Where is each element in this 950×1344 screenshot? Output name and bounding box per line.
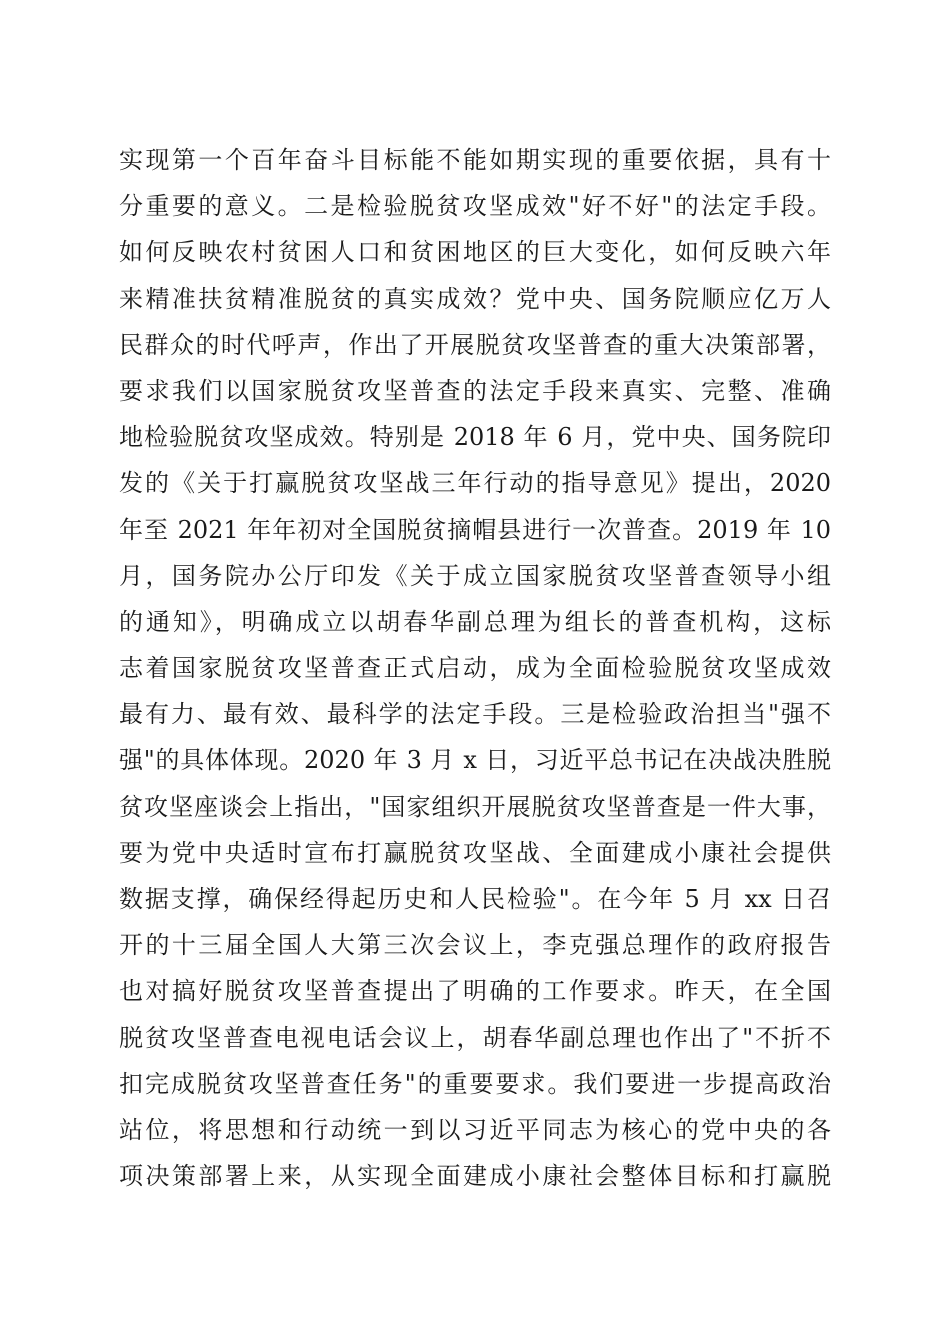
text-line: 地检验脱贫攻坚成效。特别是 2018 年 6 月，党中央、国务院印 — [119, 423, 831, 452]
text-line: 贫攻坚座谈会上指出，"国家组织开展脱贫攻坚普查是一件大事， — [119, 792, 831, 821]
text-line: 要求我们以国家脱贫攻坚普查的法定手段来真实、完整、准确 — [119, 376, 831, 405]
text-line: 年至 2021 年年初对全国脱贫摘帽县进行一次普查。2019 年 10 — [119, 515, 831, 544]
text-line: 志着国家脱贫攻坚普查正式启动，成为全面检验脱贫攻坚成效 — [119, 654, 831, 683]
text-line: 月，国务院办公厅印发《关于成立国家脱贫攻坚普查领导小组 — [119, 561, 831, 590]
text-line: 分重要的意义。二是检验脱贫攻坚成效"好不好"的法定手段。 — [119, 192, 831, 221]
text-line: 来精准扶贫精准脱贫的真实成效？党中央、国务院顺应亿万人 — [119, 284, 831, 313]
text-line: 要为党中央适时宣布打赢脱贫攻坚战、全面建成小康社会提供 — [119, 838, 831, 867]
text-line: 脱贫攻坚普查电视电话会议上，胡春华副总理也作出了"不折不 — [119, 1023, 831, 1052]
text-line: 最有力、最有效、最科学的法定手段。三是检验政治担当"强不 — [119, 700, 831, 729]
body-paragraph — [119, 137, 831, 1199]
text-line: 开的十三届全国人大第三次会议上，李克强总理作的政府报告 — [119, 931, 831, 960]
text-line: 实现第一个百年奋斗目标能不能如期实现的重要依据，具有十 — [119, 146, 831, 174]
text-line: 扣完成脱贫攻坚普查任务"的重要要求。我们要进一步提高政治 — [119, 1069, 831, 1098]
text-line: 强"的具体体现。2020 年 3 月 x 日，习近平总书记在决战决胜脱 — [119, 746, 831, 775]
text-line: 项决策部署上来，从实现全面建成小康社会整体目标和打赢脱 — [119, 1162, 831, 1191]
text-line: 民群众的时代呼声，作出了开展脱贫攻坚普查的重大决策部署， — [119, 330, 831, 359]
text-line: 如何反映农村贫困人口和贫困地区的巨大变化，如何反映六年 — [119, 238, 831, 267]
text-line: 也对搞好脱贫攻坚普查提出了明确的工作要求。昨天，在全国 — [119, 977, 831, 1006]
text-line: 数据支撑，确保经得起历史和人民检验"。在今年 5 月 xx 日召 — [119, 885, 831, 913]
text-line: 的通知》，明确成立以胡春华副总理为组长的普查机构，这标 — [119, 607, 831, 636]
text-line: 站位，将思想和行动统一到以习近平同志为核心的党中央的各 — [119, 1115, 831, 1144]
text-line: 发的《关于打赢脱贫攻坚战三年行动的指导意见》提出，2020 — [119, 469, 831, 498]
